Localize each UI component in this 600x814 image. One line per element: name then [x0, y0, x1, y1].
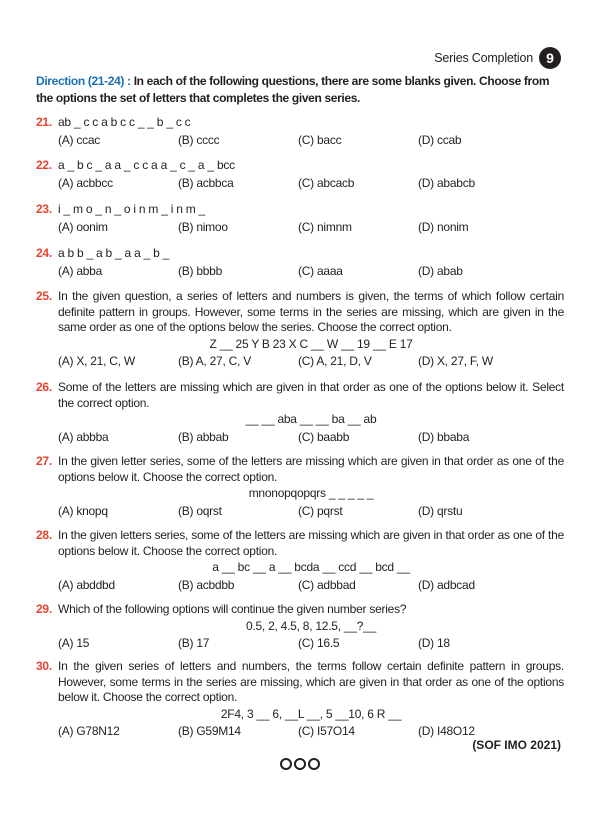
- option-d[interactable]: (D) ababcb: [418, 175, 475, 190]
- section-end-icon: [279, 757, 321, 774]
- option-c[interactable]: (C) abcacb: [298, 175, 355, 190]
- question-26: [36, 380, 564, 445]
- options-row: [36, 430, 564, 446]
- option-c[interactable]: (C) pqrst: [298, 503, 343, 518]
- option-d[interactable]: (D) I48O12: [418, 724, 475, 738]
- option-b[interactable]: (B) A, 27, C, V: [178, 354, 251, 368]
- series-sequence: mnonopqopqrs _ _ _ _ _: [248, 486, 374, 500]
- option-a[interactable]: (A) abba: [58, 263, 103, 278]
- question-number: 28.: [36, 528, 52, 542]
- option-d[interactable]: (D) abab: [418, 263, 463, 278]
- option-b[interactable]: (B) nimoo: [178, 219, 228, 234]
- question-28: [36, 528, 564, 593]
- question-22: [36, 158, 564, 191]
- options-row: [36, 354, 564, 370]
- option-a[interactable]: (A) acbbcc: [58, 175, 113, 190]
- option-b[interactable]: (B) acbbca: [178, 175, 234, 190]
- option-a[interactable]: (A) G78N12: [58, 724, 120, 738]
- question-number: 21.: [36, 115, 52, 129]
- series-sequence: Z __ 25 Y B 23 X C __ W __ 19 __ E 17: [209, 336, 413, 351]
- option-b[interactable]: (B) G59M14: [178, 724, 241, 738]
- option-d[interactable]: (D) adbcad: [418, 577, 475, 592]
- question-24: [36, 246, 564, 279]
- question-text: ab _ c c a b c c _ _ b _ c c: [58, 115, 191, 129]
- option-d[interactable]: (D) bbaba: [418, 429, 470, 444]
- option-b[interactable]: (B) acbdbb: [178, 577, 235, 592]
- series-sequence: 0.5, 2, 4.5, 8, 12.5, __?__: [245, 618, 377, 633]
- question-text: In the given question, a series of letters and numbers is given, the terms of which follow certain definite pattern in groups. However, some terms in the series are missing, which are given in the same order as one of the options below the series. Choose the correct option.: [58, 289, 564, 334]
- source-citation: (SOF IMO 2021): [472, 738, 561, 752]
- section-title: Series Completion: [434, 51, 533, 65]
- option-a[interactable]: (A) knopq: [58, 503, 108, 518]
- question-text: a b b _ a b _ a a _ b _: [58, 246, 170, 260]
- question-number: 23.: [36, 202, 52, 216]
- option-d[interactable]: (D) qrstu: [418, 503, 463, 518]
- question-number: 29.: [36, 602, 52, 616]
- question-number: 25.: [36, 289, 52, 303]
- question-21: [36, 115, 564, 148]
- option-b[interactable]: (B) abbab: [178, 429, 229, 444]
- option-c[interactable]: (C) A, 21, D, V: [298, 354, 372, 368]
- question-23: [36, 202, 564, 235]
- option-a[interactable]: (A) 15: [58, 636, 90, 650]
- option-b[interactable]: (B) cccc: [178, 132, 220, 147]
- direction-label: Direction (21-24) :: [36, 74, 131, 88]
- option-c[interactable]: (C) I57O14: [298, 724, 355, 738]
- question-25: [36, 289, 564, 370]
- option-a[interactable]: (A) X, 21, C, W: [58, 354, 135, 368]
- option-a[interactable]: (A) oonim: [58, 219, 108, 234]
- question-text: In the given letter series, some of the letters are missing which are given in that order as one of the options below it. Choose the correct option.: [58, 454, 564, 484]
- option-a[interactable]: (A) ccac: [58, 132, 101, 147]
- series-sequence: __ __ aba __ __ ba __ ab: [245, 412, 377, 426]
- question-29: [36, 602, 564, 652]
- options-row: [36, 504, 564, 520]
- series-sequence: 2F4, 3 __ 6, __L __, 5 __10, 6 R __: [220, 706, 402, 721]
- question-number: 26.: [36, 380, 52, 394]
- options-row: [36, 264, 564, 280]
- options-row: [36, 133, 564, 149]
- page-header: [434, 47, 561, 69]
- option-d[interactable]: (D) 18: [418, 636, 450, 650]
- three-circles-icon: [279, 757, 321, 771]
- option-c[interactable]: (C) 16.5: [298, 636, 340, 650]
- question-27: [36, 454, 564, 519]
- option-b[interactable]: (B) bbbb: [178, 263, 223, 278]
- options-row: [36, 220, 564, 236]
- option-d[interactable]: (D) ccab: [418, 132, 462, 147]
- options-row: [36, 176, 564, 192]
- option-c[interactable]: (C) bacc: [298, 132, 342, 147]
- option-b[interactable]: (B) oqrst: [178, 503, 222, 518]
- question-number: 24.: [36, 246, 52, 260]
- question-30: [36, 659, 564, 740]
- question-text: Which of the following options will continue the given number series?: [58, 602, 407, 616]
- option-a[interactable]: (A) abddbd: [58, 577, 115, 592]
- question-text: In the given series of letters and numbers, the terms follow certain definite pattern in groups. However, some terms in the series are missing, which are given in that order as one of the options below it. Choose the correct option.: [58, 659, 564, 704]
- option-d[interactable]: (D) nonim: [418, 219, 469, 234]
- option-b[interactable]: (B) 17: [178, 636, 210, 650]
- question-text: Some of the letters are missing which are given in that order as one of the options below it. Select the correct option.: [58, 380, 564, 410]
- direction-block: [36, 73, 562, 107]
- question-number: 30.: [36, 659, 52, 673]
- page-number-badge: 9: [539, 47, 561, 69]
- direction-text: In each of the following questions, there are some blanks given. Choose from the options the set of letters that completes the given series.: [36, 74, 550, 105]
- question-number: 27.: [36, 454, 52, 468]
- question-number: 22.: [36, 158, 52, 172]
- options-row: [36, 578, 564, 594]
- option-c[interactable]: (C) aaaa: [298, 263, 343, 278]
- question-text: i _ m o _ n _ o i n m _ i n m _: [58, 202, 205, 216]
- options-row: [36, 636, 564, 652]
- option-d[interactable]: (D) X, 27, F, W: [418, 354, 493, 368]
- option-c[interactable]: (C) nimnm: [298, 219, 352, 234]
- option-c[interactable]: (C) baabb: [298, 429, 350, 444]
- question-text: In the given letters series, some of the letters are missing which are given in that order as one of the options below it. Choose the correct option.: [58, 528, 564, 558]
- option-a[interactable]: (A) abbba: [58, 429, 109, 444]
- option-c[interactable]: (C) adbbad: [298, 577, 356, 592]
- question-text: a _ b c _ a a _ c c a a _ c _ a _ bcc: [58, 158, 235, 172]
- series-sequence: a __ bc __ a __ bcda __ ccd __ bcd __: [212, 560, 410, 574]
